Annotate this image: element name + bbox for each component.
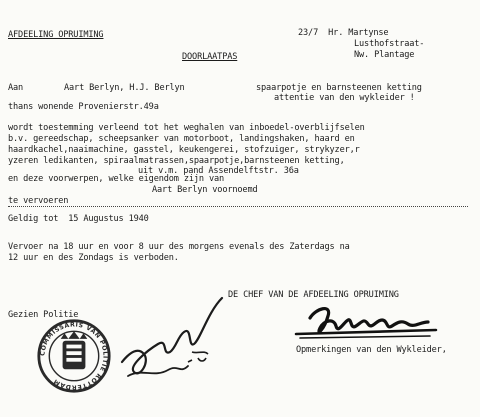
note-line-1: spaarpotje en barnsteenen ketting	[256, 83, 422, 93]
svg-text:COMMISSARIS VAN POLITIE ROTTER: COMMISSARIS VAN POLITIE ROTTERDAM	[39, 321, 109, 391]
department-heading: AFDEELING OPRUIMING	[8, 30, 104, 40]
body-line-3: haardkachel,naaimachine, gasstel, keukengerei, stofzuiger, strykyzer,r	[8, 145, 360, 155]
remarks-label: Opmerkingen van den Wykleider,	[296, 345, 447, 355]
reference-line-3: Nw. Plantage	[354, 50, 415, 60]
body-line-1: wordt toestemming verleend tot het weghalen van inboedel-overblijfselen	[8, 123, 365, 133]
valid-until: Geldig tot 15 Augustus 1940	[8, 214, 149, 224]
reference-line-2: Lusthofstraat-	[354, 39, 425, 49]
chef-label: DE CHEF VAN DE AFDEELING OPRUIMING	[228, 290, 399, 300]
police-stamp	[36, 318, 112, 394]
note-line-2: attentie van den wykleider !	[274, 93, 415, 103]
police-signature	[118, 292, 228, 392]
transport-label: te vervoeren	[8, 196, 69, 206]
reference-line-1: 23/7 Hr. Martynse	[298, 28, 389, 38]
rule-line-1: Vervoer na 18 uur en voor 8 uur des morgens evenals des Zaterdags na	[8, 242, 350, 252]
body-line-6: en deze voorwerpen, welke eigendom zijn van	[8, 174, 225, 184]
body-line-2: b.v. gereedschap, scheepsanker van motorboot, landingshaken, haard en	[8, 134, 355, 144]
dotted-line	[8, 206, 468, 207]
body-line-4: yzeren ledikanten, spiraalmatrassen,spaarpotje,barnsteenen ketting,	[8, 156, 345, 166]
police-label: Gezien Politie	[8, 310, 79, 320]
recipient-names: Aart Berlyn, H.J. Berlyn	[64, 83, 185, 93]
chef-signature	[290, 300, 440, 344]
aan-label: Aan	[8, 83, 24, 93]
address-line: thans wonende Provenierstr.49a	[8, 102, 159, 112]
document-title: DOORLAATPAS	[182, 52, 238, 62]
rule-line-2: 12 uur en des Zondags is verboden.	[8, 253, 179, 263]
body-line-7: Aart Berlyn voornoemd	[152, 185, 258, 195]
body-line-5: uit v.m. pand Assendelftstr. 36a	[138, 166, 299, 176]
